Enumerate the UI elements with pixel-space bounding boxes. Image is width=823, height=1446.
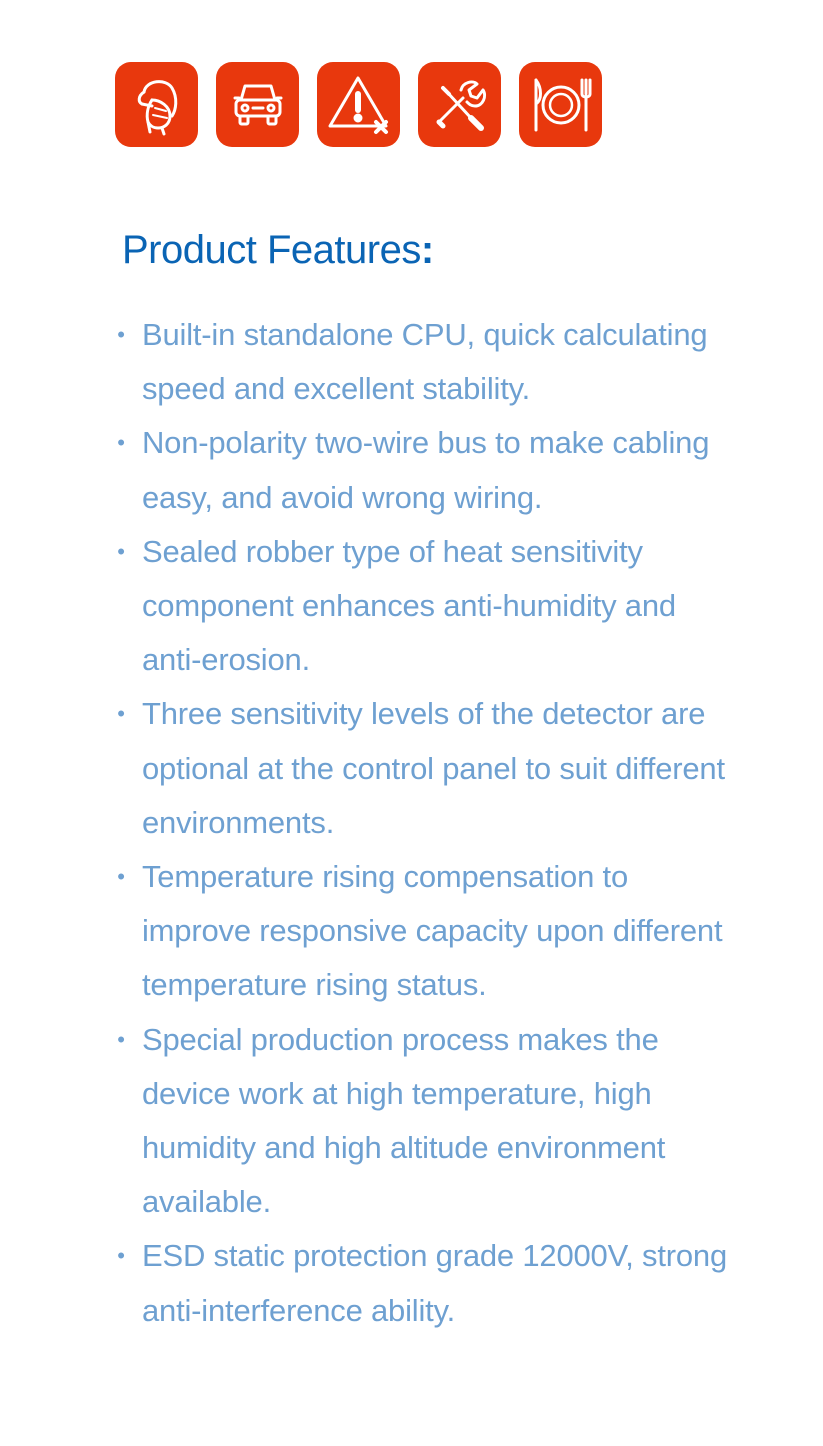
car-icon [216,62,299,147]
feature-text: ESD static protection grade 12000V, strong anti-interference ability. [142,1238,727,1328]
mask-icon [115,62,198,147]
title-colon: : [420,228,434,272]
page-title [122,228,434,273]
bullet-icon: • [117,430,125,456]
list-item [112,1229,732,1337]
list-item [112,1013,732,1230]
feature-text: Three sensitivity levels of the detector are optional at the control panel to suit different environments. [142,696,725,840]
title-text: Product Features [122,228,421,272]
list-item [112,687,732,850]
bullet-icon: • [117,1243,125,1269]
feature-text: Non-polarity two-wire bus to make cabling easy, and avoid wrong wiring. [142,425,710,515]
feature-text: Special production process makes the device work at high temperature, high humidity and high altitude environment available. [142,1021,666,1220]
feature-icon-row [115,62,602,147]
list-item [112,308,732,416]
bullet-icon: • [117,701,125,727]
list-item [112,850,732,1013]
dining-icon [519,62,602,147]
feature-text: Temperature rising compensation to improve responsive capacity upon different temperature rising status. [142,859,723,1003]
bullet-icon: • [117,322,125,347]
tools-icon [418,62,501,147]
warning-icon [317,62,400,147]
list-item [112,416,732,524]
bullet-icon: • [117,1026,125,1052]
feature-text: Built-in standalone CPU, quick calculating speed and excellent stability. [142,317,708,407]
feature-list [112,308,732,1338]
list-item [112,525,732,688]
feature-text: Sealed robber type of heat sensitivity component enhances anti-humidity and anti-erosion. [142,533,676,678]
bullet-icon: • [117,864,125,890]
bullet-icon: • [117,538,125,564]
